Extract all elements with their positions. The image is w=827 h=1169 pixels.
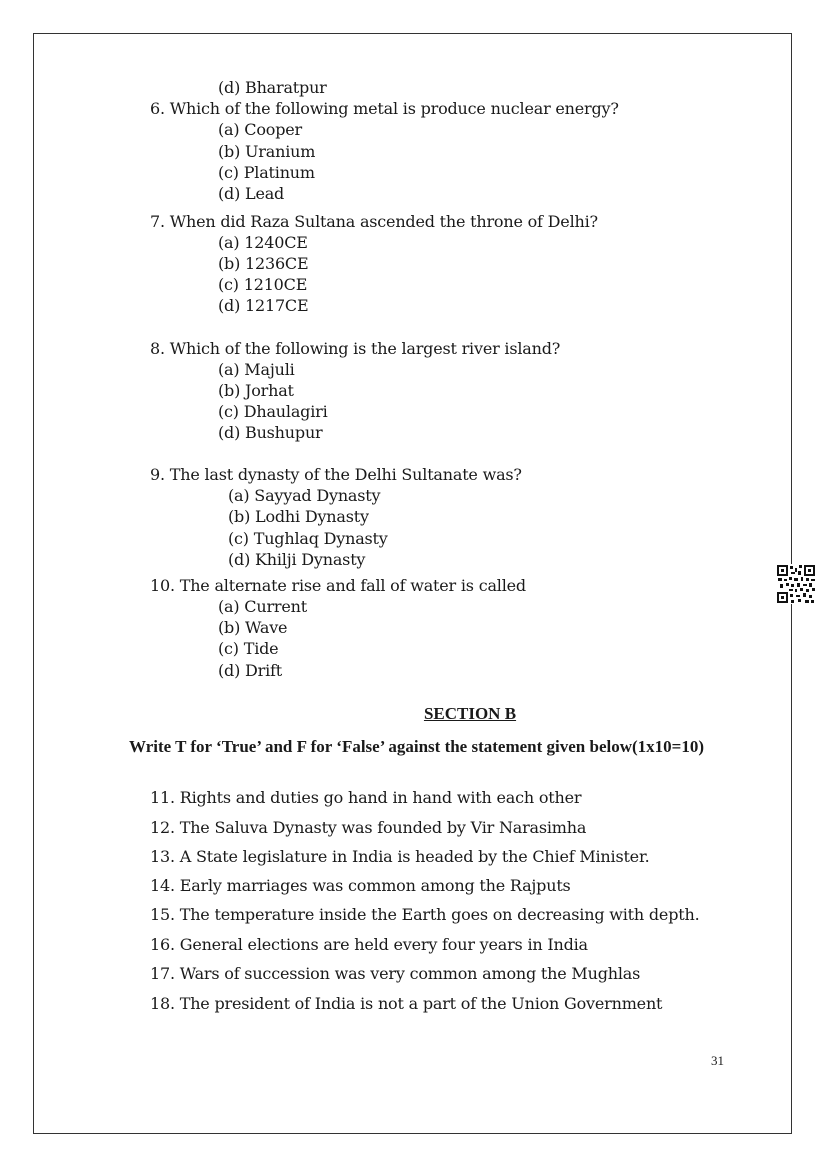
q9-option-a: (a) Sayyad Dynasty [228,486,381,505]
q6-option-a: (a) Cooper [218,120,302,139]
question-10: 10. The alternate rise and fall of water is called [150,576,526,595]
page-number: 31 [711,1053,724,1068]
question-9: 9. The last dynasty of the Delhi Sultanate was? [150,465,522,484]
section-b-title: SECTION B [423,704,517,723]
statement-13: 13. A State legislature in India is headed by the Chief Minister. [150,847,650,866]
q8-option-a: (a) Majuli [218,360,295,379]
q6-option-d: (d) Lead [218,184,285,203]
q10-option-b: (b) Wave [218,618,288,637]
statement-12: 12. The Saluva Dynasty was founded by Vir Narasimha [150,818,587,837]
q8-option-b: (b) Jorhat [218,381,294,400]
q7-option-a: (a) 1240CE [218,233,308,252]
q7-option-c: (c) 1210CE [218,275,308,294]
statement-18: 18. The president of India is not a part of the Union Government [150,994,663,1013]
q9-option-d: (d) Khilji Dynasty [228,550,366,569]
q9-option-b: (b) Lodhi Dynasty [228,507,369,526]
statement-14: 14. Early marriages was common among the Rajputs [150,876,571,895]
statement-11: 11. Rights and duties go hand in hand with each other [150,788,582,807]
statement-15: 15. The temperature inside the Earth goes on decreasing with depth. [150,905,700,924]
q9-option-c: (c) Tughlaq Dynasty [228,529,388,548]
q8-option-c: (c) Dhaulagiri [218,402,328,421]
q10-option-a: (a) Current [218,597,307,616]
question-8: 8. Which of the following is the largest river island? [150,339,561,358]
q7-option-d: (d) 1217CE [218,296,309,315]
statement-16: 16. General elections are held every four years in India [150,935,588,954]
q6-option-c: (c) Platinum [218,163,315,182]
q10-option-d: (d) Drift [218,661,282,680]
q6-option-b: (b) Uranium [218,142,316,161]
question-7: 7. When did Raza Sultana ascended the throne of Delhi? [150,212,598,231]
q10-option-c: (c) Tide [218,639,279,658]
statement-17: 17. Wars of succession was very common among the Mughlas [150,964,641,983]
q8-option-d: (d) Bushupur [218,423,323,442]
section-b-instruction: Write T for ‘True’ and F for ‘False’ against the statement given below(1x10=10) [129,737,705,756]
qr-code-icon [776,564,816,604]
question-6: 6. Which of the following metal is produce nuclear energy? [150,99,619,118]
q7-option-b: (b) 1236CE [218,254,309,273]
q5-option-d: (d) Bharatpur [218,78,327,97]
